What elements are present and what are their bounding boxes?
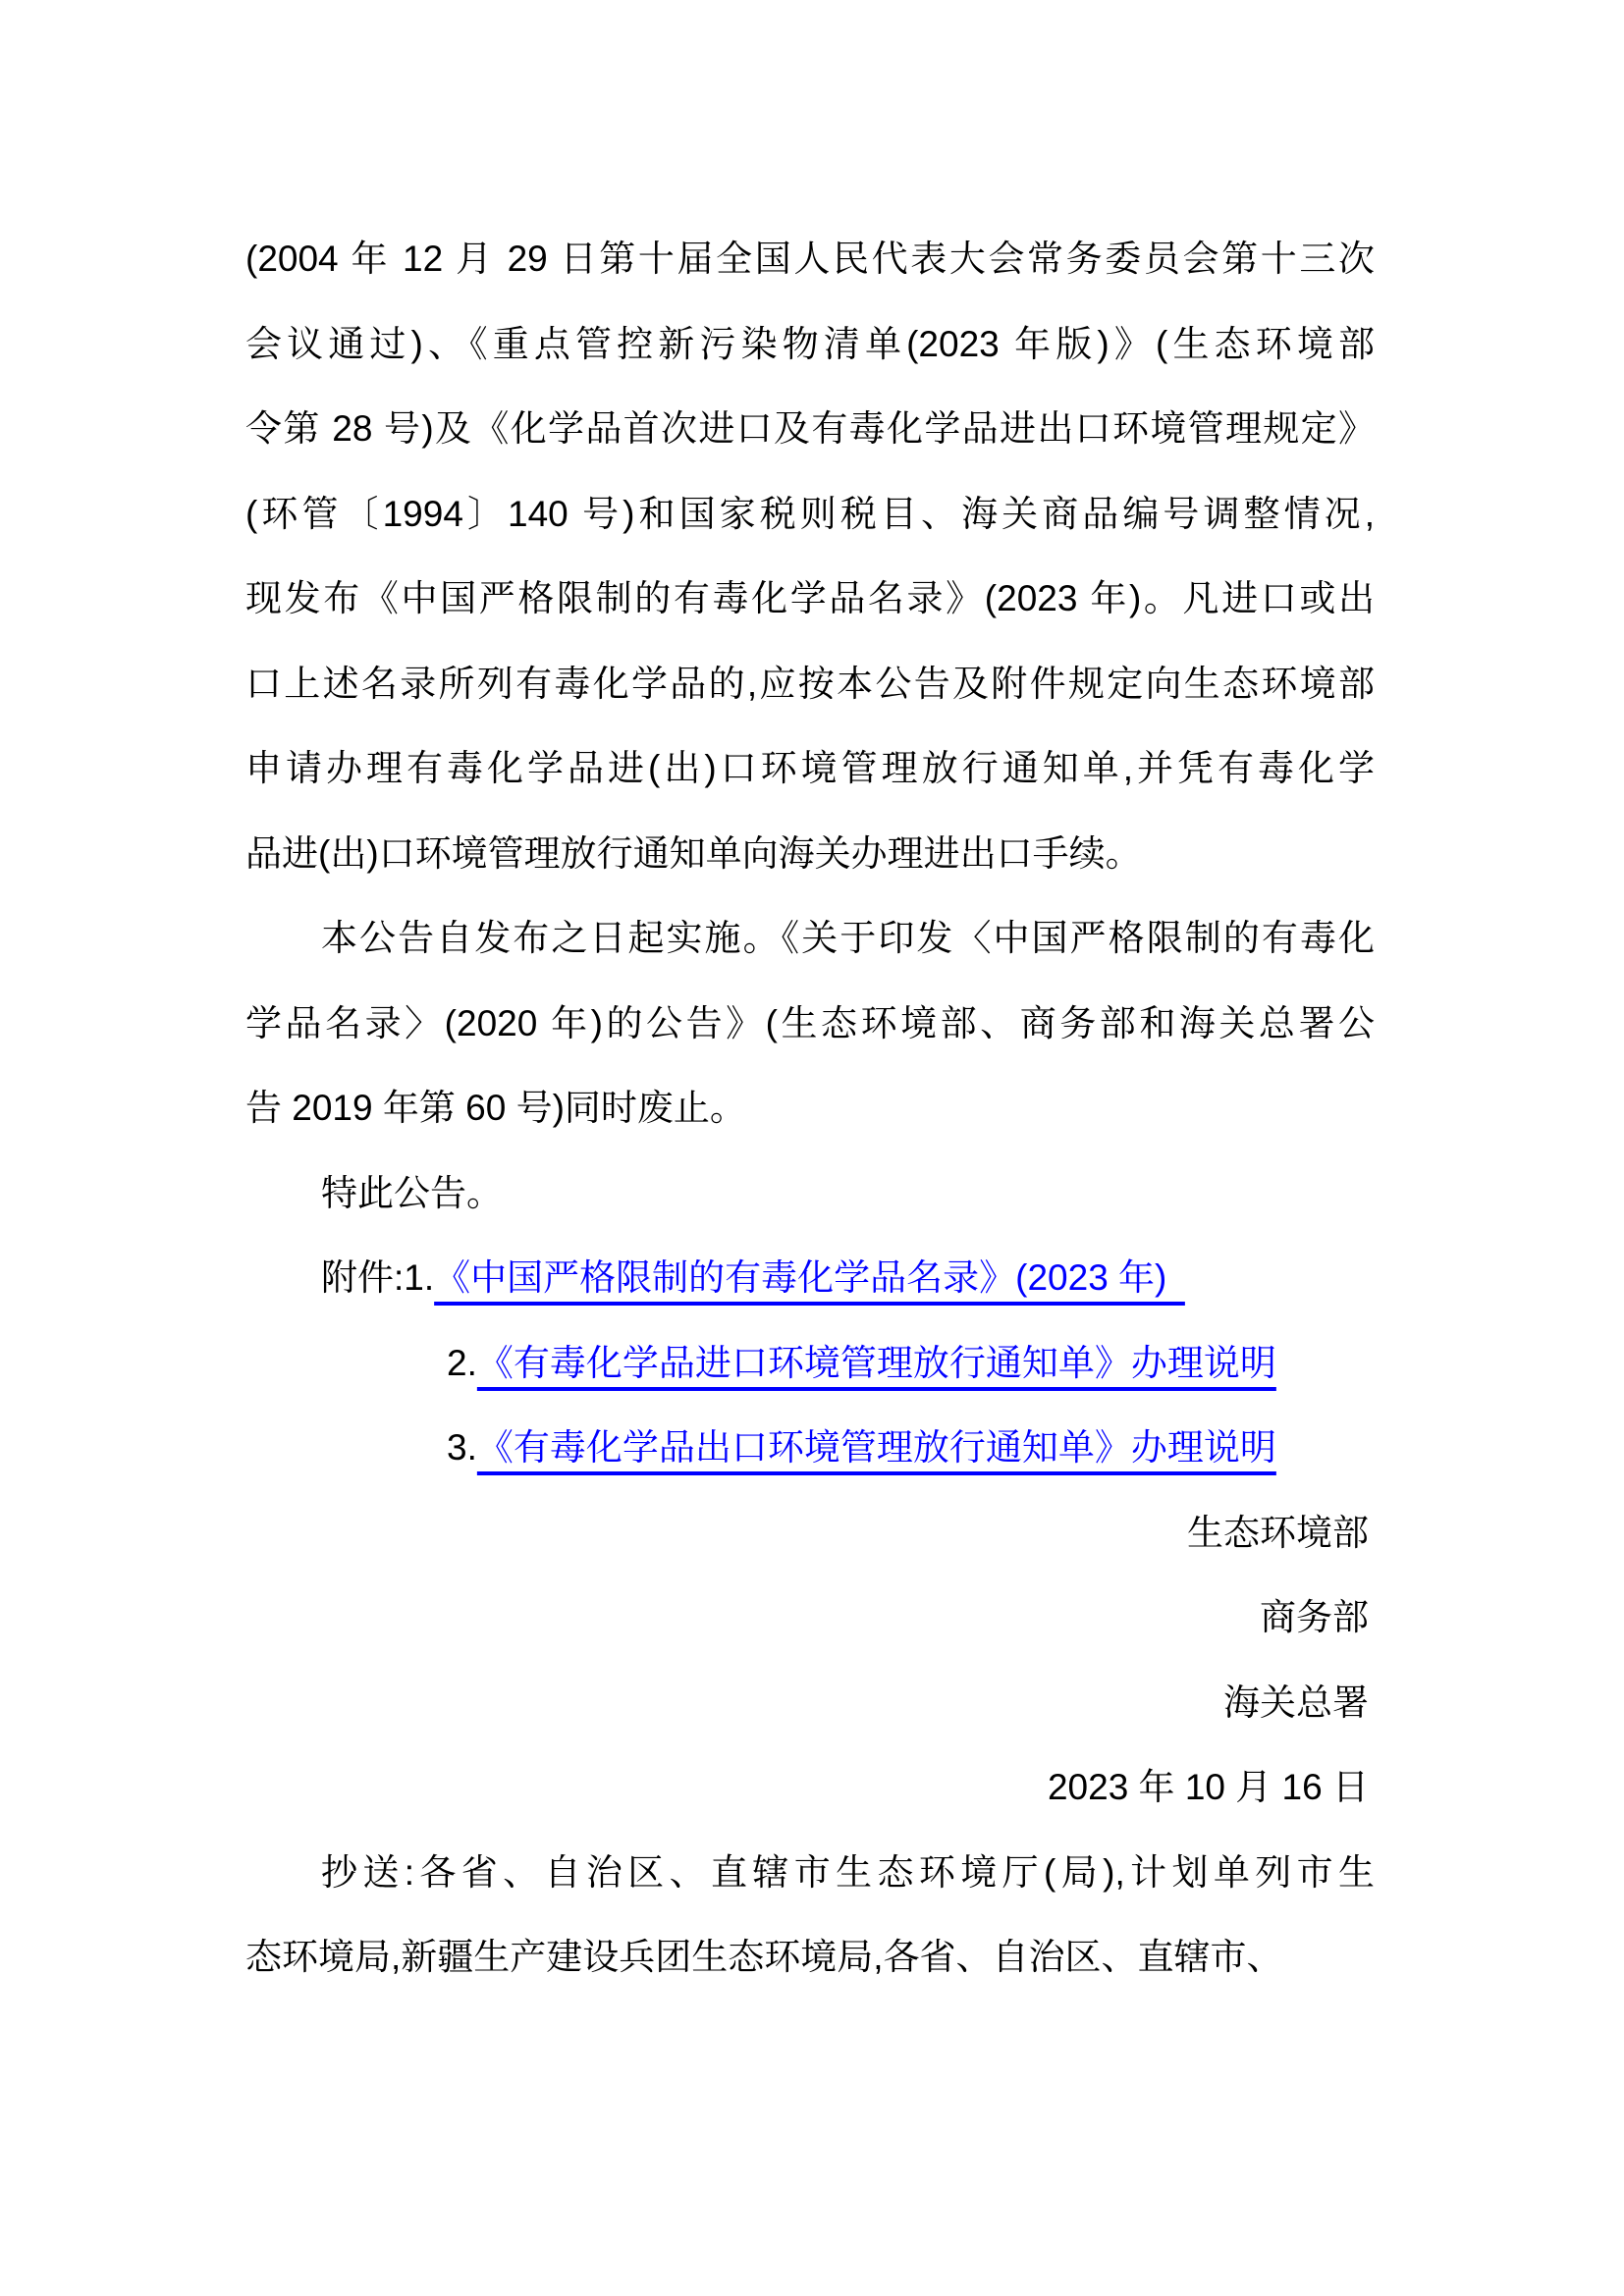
signature-ministry-1: 生态环境部 [1187, 1512, 1369, 1553]
signature-ministry-3: 海关总署 [1223, 1682, 1369, 1723]
attachments-label: 附件: [321, 1257, 405, 1298]
body-line-10: 学品名录〉(2020 年)的公告》(生态环境部、商务部和海关总署公 [245, 1002, 1375, 1043]
body-line-11: 告 2019 年第 60 号)同时废止。 [245, 1088, 746, 1128]
attachment-link-3[interactable]: 《有毒化学品出口环境管理放行通知单》办理说明 [476, 1427, 1276, 1468]
body-line-8: 品进(出)口环境管理放行通知单向海关办理进出口手续。 [245, 832, 1142, 874]
body-line-6: 口上述名录所列有毒化学品的,应按本公告及附件规定向生态环境部 [245, 663, 1375, 704]
attachment-link-1[interactable]: 《中国严格限制的有毒化学品名录》(2023 年) [434, 1257, 1185, 1298]
body-line-3: 令第 28 号)及《化学品首次进口及有毒化学品进出口环境管理规定》 [245, 408, 1375, 449]
body-line-9: 本公告自发布之日起实施。《关于印发〈中国严格限制的有毒化 [321, 918, 1375, 958]
closing-line: 特此公告。 [321, 1172, 503, 1213]
body-line-4: (环管〔1994〕140 号)和国家税则税目、海关商品编号调整情况, [245, 493, 1375, 534]
attachment-number-3: 3. [447, 1427, 477, 1468]
body-line-7: 申请办理有毒化学品进(出)口环境管理放行通知单,并凭有毒化学 [245, 748, 1375, 788]
body-line-1: (2004 年 12 月 29 日第十届全国人民代表大会常务委员会第十三次 [245, 239, 1375, 279]
cc-line-1: 抄送:各省、自治区、直辖市生态环境厅(局),计划单列市生 [321, 1851, 1375, 1893]
cc-line-2: 态环境局,新疆生产建设兵团生态环境局,各省、自治区、直辖市、 [245, 1937, 1283, 1977]
attachment-number-2: 2. [447, 1342, 477, 1383]
body-line-2: 会议通过)、《重点管控新污染物清单(2023 年版)》(生态环境部 [245, 323, 1375, 364]
attachments-row-3 [245, 1406, 1375, 1491]
body-line-5: 现发布《中国严格限制的有毒化学品名录》(2023 年)。凡进口或出 [245, 578, 1375, 618]
attachment-link-2[interactable]: 《有毒化学品进口环境管理放行通知单》办理说明 [476, 1342, 1276, 1383]
attachments-row-1 [245, 1236, 1375, 1321]
attachments-row-2 [245, 1321, 1375, 1407]
signature-ministry-2: 商务部 [1260, 1597, 1369, 1637]
page-content [245, 217, 1375, 2001]
attachment-number-1: 1. [404, 1257, 435, 1298]
date-line: 2023 年 10 月 16 日 [1047, 1767, 1369, 1807]
